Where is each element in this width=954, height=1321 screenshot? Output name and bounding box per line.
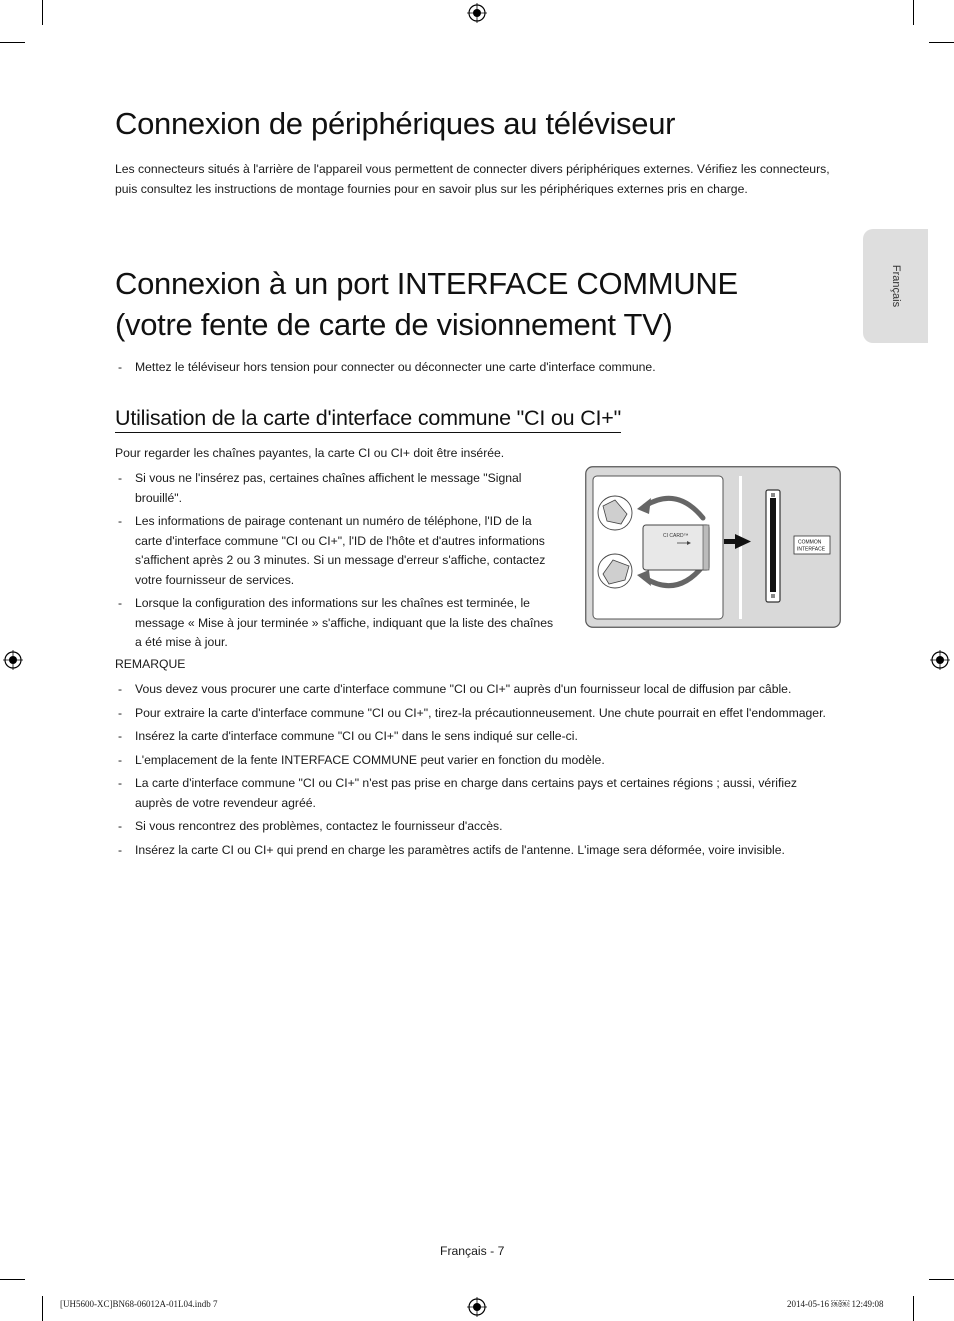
language-tab [863,229,928,343]
subsection-list [115,469,555,657]
section-title-line-2: (votre fente de carte de visionnement TV) [115,307,673,342]
list-item: - Insérez la carte d'interface commune "CI ou CI+" dans le sens indiqué sur celle-ci. [115,727,835,747]
language-tab-label: Français [889,264,902,308]
list-item: - Les informations de pairage contenant un numéro de téléphone, l'ID de la carte d'interface commune "CI ou CI+", l'ID de l'hôte et d'autres informations s'affichent après 2 ou 3 minutes. Si un message d'erreur s'affiche, contactez votre fournisseur de services. [115,512,555,590]
registration-mark-icon [467,3,487,23]
crop-mark [42,1296,43,1321]
registration-mark-icon [467,1297,487,1317]
remark-list [115,680,835,864]
print-slug-file: [UH5600-XC]BN68-06012A-01L04.indb 7 [60,1299,218,1309]
crop-mark [0,1279,25,1280]
crop-mark [913,0,914,25]
page-number: Français - 7 [440,1244,505,1258]
common-interface-slot [766,490,780,602]
print-slug-date: 2014-05-16 ￼￼ 12:49:08 [787,1299,884,1309]
list-item: - Vous devez vous procurer une carte d'interface commune "CI ou CI+" auprès d'un fournisseur local de diffusion par câble. [115,680,835,700]
list-item: - Pour extraire la carte d'interface commune "CI ou CI+", tirez-la précautionneusement. Une chute pourrait en effet l'endommager. [115,704,835,724]
subsection-lead: Pour regarder les chaînes payantes, la carte CI ou CI+ doit être insérée. [115,446,505,460]
registration-mark-icon [3,650,23,670]
crop-mark [42,0,43,25]
hand-icon [598,554,632,588]
intro-paragraph: Les connecteurs situés à l'arrière de l'appareil vous permettent de connecter divers périphériques externes. Vérifiez les connecteurs, puis consultez les instructions de montage fournies pour en savoir plus sur les périphériques externes pris en charge. [115,162,830,196]
list-item: - Mettez le téléviseur hors tension pour connecter ou déconnecter une carte d'interface commune. [115,358,835,378]
port-label-line-2: INTERFACE [797,546,826,553]
port-label-line-1: COMMON [798,539,822,546]
remark-heading: REMARQUE [115,657,186,671]
list-item: - Insérez la carte CI ou CI+ qui prend en charge les paramètres actifs de l'antenne. L'image sera déformée, voire invisible. [115,841,835,861]
page-title: Connexion de périphériques au téléviseur [115,106,676,141]
ci-card-illustration [585,466,841,628]
list-item: - Si vous rencontrez des problèmes, contactez le fournisseur d'accès. [115,817,835,837]
crop-mark [929,42,954,43]
list-item: - La carte d'interface commune "CI ou CI+" n'est pas prise en charge dans certains pays et certaines régions ; aussi, vérifiez auprès de votre revendeur agréé. [115,774,835,813]
crop-mark [913,1296,914,1321]
list-item: - Lorsque la configuration des informations sur les chaînes est terminée, le message « Mise à jour terminée » s'affiche, indiquant que la liste des chaînes a été mise à jour. [115,594,555,653]
section-title [115,263,738,345]
ci-card [643,525,709,570]
registration-mark-icon [930,650,950,670]
list-item: - Si vous ne l'insérez pas, certaines chaînes affichent le message "Signal brouillé". [115,469,555,508]
list-item: - L'emplacement de la fente INTERFACE COMMUNE peut varier en fonction du modèle. [115,751,835,771]
hand-icon [598,496,632,530]
crop-mark [0,42,25,43]
section-title-line-1: Connexion à un port INTERFACE COMMUNE [115,266,738,301]
subsection-title: Utilisation de la carte d'interface commune "CI ou CI+" [115,406,621,433]
crop-mark [929,1279,954,1280]
ci-card-label: CI CARD™ [663,533,689,539]
section-note [115,358,835,382]
